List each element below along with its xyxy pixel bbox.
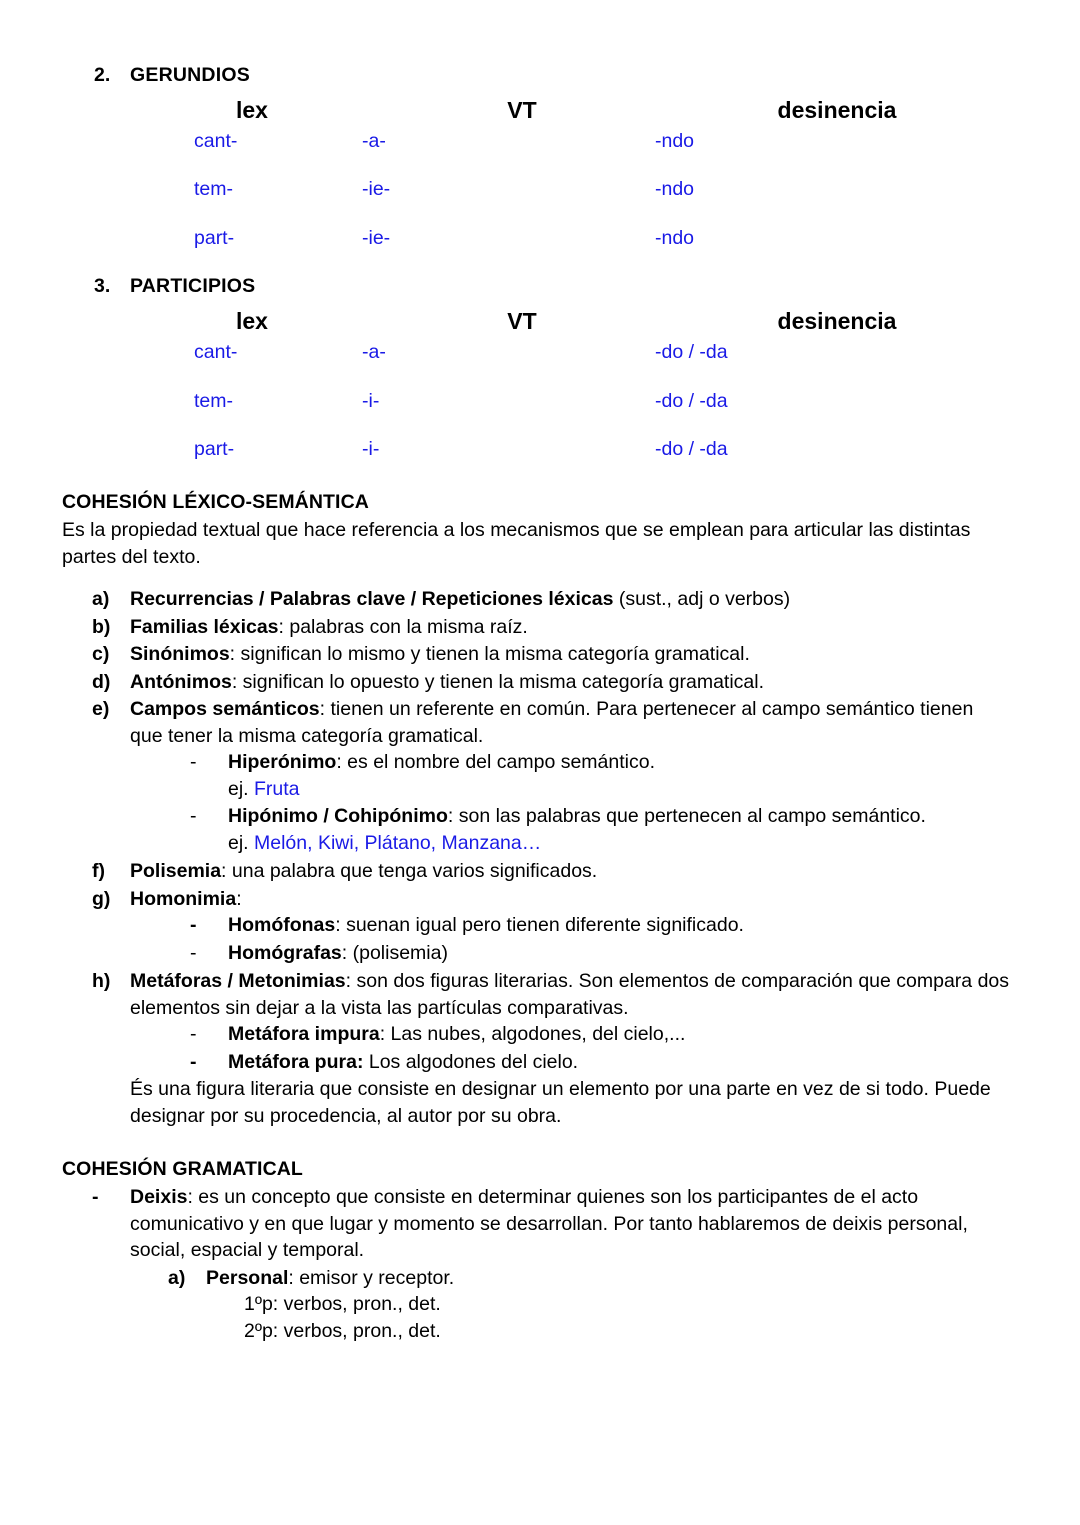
cell-desinencia: -ndo (655, 129, 695, 152)
cell-lex: tem- (194, 389, 233, 412)
cell-desinencia: -ndo (655, 226, 695, 249)
column-header-vt: VT (507, 96, 537, 123)
list-content (228, 803, 1010, 856)
term: Sinónimos (130, 643, 230, 666)
section-heading-participios (62, 273, 1010, 300)
definition: : significan lo mismo y tienen la misma categoría gramatical. (229, 643, 750, 666)
definition: : significan lo opuesto y tienen la misma categoría gramatical. (231, 670, 765, 693)
list-content (130, 641, 1010, 668)
cell-vt: -a- (362, 341, 386, 364)
term: Hiperónimo (228, 751, 337, 774)
definition: : (polisemia) (341, 941, 448, 964)
metaforas-tail-paragraph: És una figura literaria que consiste en designar un elemento por una parte en vez de si todo. Puede designar por su procedencia, al autor por su obra. (130, 1078, 991, 1127)
table-row (132, 128, 1010, 155)
definition: (sust., adj o verbos) (613, 588, 791, 611)
table-row (132, 436, 1010, 463)
term: Deixis (130, 1186, 188, 1209)
term: Homófonas (228, 914, 336, 937)
list-content (130, 586, 1010, 613)
list-item (190, 803, 1010, 856)
term: Homógrafas (228, 941, 342, 964)
term: Personal (206, 1266, 289, 1289)
list-item (92, 886, 1010, 968)
list-content (228, 1021, 1010, 1048)
cell-desinencia: -do / -da (655, 341, 728, 364)
list-marker: c) (92, 643, 110, 666)
section-heading-gerundios (62, 62, 1010, 89)
definition: : es un concepto que consiste en determinar quienes son los participantes de el acto comunicativo y en que lugar y momento se desarrollan. Por tanto hablaremos de deixis personal, social, espacial y temporal. (130, 1186, 968, 1262)
list-marker: a) (92, 588, 110, 611)
table-row (132, 339, 1010, 366)
table-row (132, 225, 1010, 252)
list-item (190, 749, 1010, 802)
definition: : tienen un referente en común. Para pertenecer al campo semántico tienen que tener la misma categoría gramatical. (130, 698, 974, 747)
list-marker: - (190, 1023, 197, 1046)
deixis-person-line: 1ºp: verbos, pron., det. (244, 1293, 441, 1316)
list-marker: a) (168, 1266, 186, 1289)
cell-lex: tem- (194, 178, 233, 201)
term: Metáfora impura (228, 1023, 380, 1046)
list-marker: b) (92, 615, 111, 638)
term: Familias léxicas (130, 615, 279, 638)
cell-vt: -ie- (362, 178, 391, 201)
cell-vt: -i- (362, 438, 380, 461)
table-header-row (132, 95, 1010, 126)
term: Campos semánticos (130, 698, 320, 721)
list-marker: d) (92, 670, 111, 693)
list-item (92, 858, 1010, 885)
list-content (228, 912, 1010, 939)
definition: : suenan igual pero tienen diferente significado. (335, 914, 744, 937)
list-marker: - (190, 1050, 197, 1073)
cell-desinencia: -ndo (655, 178, 695, 201)
list-item (190, 912, 1010, 939)
term: Polisemia (130, 860, 222, 883)
term: Metáfora pura: (228, 1050, 364, 1073)
list-marker: - (190, 805, 197, 828)
list-content (130, 696, 1010, 857)
list-content (130, 1184, 1010, 1345)
term: Antónimos (130, 670, 232, 693)
cohesion-lexico-list (62, 586, 1010, 1129)
table-header-row (132, 306, 1010, 337)
gerundios-table (62, 95, 1010, 252)
section-title: GERUNDIOS (130, 64, 250, 86)
paragraph-cohesion-intro: Es la propiedad textual que hace referencia a los mecanismos que se emplean para articular las distintas partes del texto. (62, 519, 971, 568)
section-title: PARTICIPIOS (130, 275, 256, 298)
list-item (92, 968, 1010, 1129)
list-marker: - (190, 914, 197, 937)
list-content (228, 1049, 1010, 1076)
list-content (228, 940, 1010, 967)
cell-desinencia: -do / -da (655, 438, 728, 461)
heading-cohesion-gramatical: COHESIÓN GRAMATICAL (62, 1157, 303, 1180)
list-content (130, 614, 1010, 641)
cell-vt: -ie- (362, 226, 391, 249)
list-item (92, 696, 1010, 857)
list-item (190, 1049, 1010, 1076)
column-header-lex: lex (236, 96, 268, 123)
section-number: 3. (94, 275, 111, 298)
example-label: ej. (228, 777, 255, 800)
definition: : es el nombre del campo semántico. (336, 751, 655, 774)
list-marker: e) (92, 698, 110, 721)
list-content (228, 749, 1010, 802)
definition: : emisor y receptor. (288, 1266, 455, 1289)
definition: : son las palabras que pertenecen al campo semántico. (447, 805, 926, 828)
homonimia-sublist (130, 912, 1010, 966)
cell-lex: cant- (194, 129, 238, 152)
list-item (168, 1265, 1010, 1345)
list-item (190, 940, 1010, 967)
term: Hipónimo / Cohipónimo (228, 805, 448, 828)
table-row (132, 176, 1010, 203)
column-header-desinencia: desinencia (777, 307, 897, 334)
participios-table (62, 306, 1010, 463)
campos-semanticos-sublist (130, 749, 1010, 856)
list-item (190, 1021, 1010, 1048)
term: Metáforas / Metonimias (130, 970, 346, 993)
list-marker: h) (92, 970, 111, 993)
column-header-vt: VT (507, 307, 537, 334)
deixis-sublist (130, 1265, 1010, 1345)
section-number: 2. (94, 64, 111, 86)
definition: : Las nubes, algodones, del cielo,... (379, 1023, 686, 1046)
list-item (92, 614, 1010, 641)
list-marker: - (190, 751, 197, 774)
column-header-lex: lex (236, 307, 268, 334)
list-content (130, 968, 1010, 1129)
cohesion-gramatical-list (62, 1184, 1010, 1345)
list-item (92, 641, 1010, 668)
list-marker: - (190, 941, 197, 964)
example-line (228, 776, 1010, 803)
definition: : (236, 887, 242, 910)
example-line (228, 830, 1010, 857)
cell-vt: -i- (362, 389, 380, 412)
heading-cohesion-lexico-semantica: COHESIÓN LÉXICO-SEMÁNTICA (62, 490, 369, 513)
cell-lex: cant- (194, 341, 238, 364)
list-content (130, 886, 1010, 968)
definition: : palabras con la misma raíz. (278, 615, 528, 638)
definition: Los algodones del cielo. (363, 1050, 579, 1073)
list-marker: - (92, 1186, 99, 1209)
example-value: Melón, Kiwi, Plátano, Manzana… (254, 831, 542, 854)
cell-lex: part- (194, 438, 235, 461)
list-item (92, 669, 1010, 696)
column-header-desinencia: desinencia (777, 96, 897, 123)
term: Homonimia (130, 887, 237, 910)
cell-lex: part- (194, 226, 235, 249)
list-marker: f) (92, 860, 105, 883)
term: Recurrencias / Palabras clave / Repeticiones léxicas (130, 588, 614, 611)
list-content (206, 1265, 1010, 1345)
list-content (130, 858, 1010, 885)
cell-desinencia: -do / -da (655, 389, 728, 412)
list-marker: g) (92, 887, 111, 910)
list-content (130, 669, 1010, 696)
definition: : una palabra que tenga varios significados. (221, 860, 598, 883)
deixis-person-line: 2ºp: verbos, pron., det. (244, 1319, 441, 1342)
example-label: ej. (228, 831, 255, 854)
list-item (92, 586, 1010, 613)
table-row (132, 388, 1010, 415)
example-value: Fruta (254, 777, 300, 800)
definition: : son dos figuras literarias. Son elementos de comparación que compara dos elementos sin dejar a la vista las partículas comparativas. (130, 970, 1010, 1019)
list-item (92, 1184, 1010, 1345)
cell-vt: -a- (362, 129, 386, 152)
metaforas-sublist (130, 1021, 1010, 1075)
